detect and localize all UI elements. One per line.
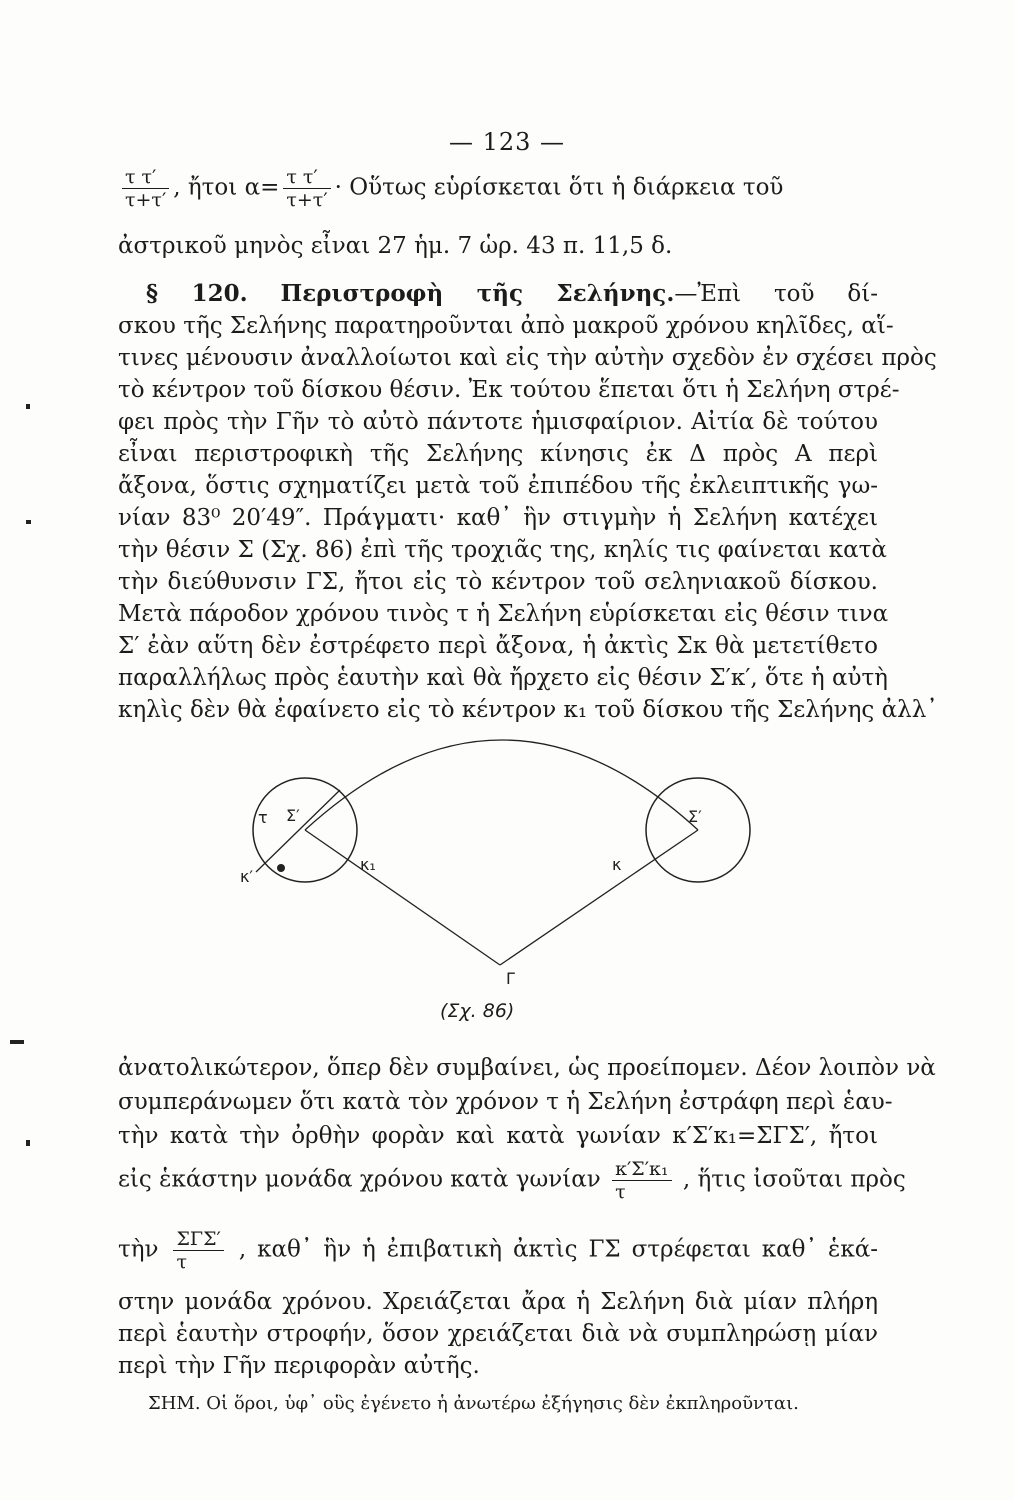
fraction-4 — [173, 1228, 223, 1273]
fraction-3 — [612, 1158, 671, 1203]
section-title: Περιστροφὴ τῆς Σελήνης. — [280, 280, 675, 307]
text-line: Σ′ ἐὰν αὕτη δὲν ἐστρέφετο περὶ ἄξονα, ἡ ἀκτὶς Σκ θὰ μετετίθετο — [118, 633, 878, 659]
label-k-prime: κ′ — [240, 867, 254, 886]
spot-direction-line — [256, 790, 340, 872]
fraction-line-2-pre: τὴν — [118, 1236, 159, 1263]
label-tau: τ — [258, 808, 268, 827]
label-sigma-left: Σ′ — [286, 806, 300, 825]
text-line: φει πρὸς τὴν Γῆν τὸ αὐτὸ πάντοτε ἡμισφαίριον. Αἰτία δὲ τούτου — [118, 409, 878, 435]
fraction-4-denominator: τ — [176, 1251, 187, 1273]
text-line: νίαν 83⁰ 20′49″. Πράγματι· καθ᾿ ἣν στιγμὴν ἡ Σελήνη κατέχει — [118, 505, 878, 531]
text-line: συμπεράνωμεν ὅτι κατὰ τὸν χρόνον τ ἡ Σελήνη ἐστράφη περὶ ἑαυ- — [118, 1089, 893, 1115]
scan-speck — [26, 404, 30, 409]
fraction-3-denominator: τ — [615, 1181, 626, 1203]
label-sigma-right: Σ′ — [688, 807, 702, 826]
text-line: ἀστρικοῦ μηνὸς εἶναι 27 ἡμ. 7 ὡρ. 43 π. 11,5 δ. — [118, 233, 673, 259]
section-first-words: —Ἐπὶ τοῦ δί- — [674, 281, 878, 307]
label-k: κ — [612, 855, 622, 874]
fraction-line-2-post: , καθ᾿ ἣν ἡ ἐπιβατικὴ ἀκτὶς ΓΣ στρέφεται καθ᾿ ἑκά- — [238, 1236, 878, 1263]
scan-speck — [26, 520, 31, 524]
figure-caption: (Σχ. 86) — [440, 1000, 515, 1022]
radius-gamma-sigma — [305, 830, 500, 965]
fraction-1-denominator: τ+τ′ — [125, 189, 167, 211]
text-line: τὴν κατὰ τὴν ὀρθὴν φορὰν καὶ κατὰ γωνίαν κ′Σ′κ₁=ΣΓΣ′, ἤτοι — [118, 1123, 878, 1149]
text-line: κηλὶς δὲν θὰ ἐφαίνετο εἰς τὸ κέντρον κ₁ τοῦ δίσκου τῆς Σελήνης ἀλλ᾿ — [118, 697, 938, 723]
spot-marker — [277, 864, 285, 872]
fraction-line-1-post: , ἥτις ἰσοῦται πρὸς — [682, 1166, 906, 1193]
fraction-1-numerator: τ τ′ — [122, 166, 169, 189]
orbit-arc — [305, 740, 698, 830]
page-number: — 123 — — [448, 128, 566, 156]
scan-speck — [26, 1140, 30, 1146]
text-line: τινες μένουσιν ἀναλλοίωτοι καὶ εἰς τὴν αὐτὴν σχεδὸν ἐν σχέσει πρὸς — [118, 345, 937, 371]
text-line: τὸ κέντρον τοῦ δίσκου θέσιν. Ἐκ τούτου ἕπεται ὅτι ἡ Σελήνη στρέ- — [118, 377, 900, 403]
text-line: παραλλήλως πρὸς ἑαυτὴν καὶ θὰ ἤρχετο εἰς θέσιν Σ′κ′, ὅτε ἡ αὐτὴ — [118, 665, 888, 691]
text-line: περὶ τὴν Γῆν περιφορὰν αὐτῆς. — [118, 1353, 480, 1379]
footnote: ΣΗΜ. Οἱ ὅροι, ὑφ᾿ οὓς ἐγένετο ἡ ἀνωτέρω ἐξήγησις δὲν ἐκπληροῦνται. — [148, 1393, 799, 1414]
formula-rest: · Οὕτως εὑρίσκεται ὅτι ἡ διάρκεια τοῦ — [334, 174, 784, 201]
fraction-4-numerator: ΣΓΣ′ — [173, 1228, 223, 1251]
text-line: τὴν θέσιν Σ (Σχ. 86) ἐπὶ τῆς τροχιᾶς της, κηλίς τις φαίνεται κατὰ — [118, 537, 887, 563]
text-line: εἶναι περιστροφικὴ τῆς Σελήνης κίνησις ἐκ Δ πρὸς Α περὶ — [118, 441, 878, 467]
text-line: Μετὰ πάροδον χρόνου τινὸς τ ἡ Σελήνη εὑρίσκεται εἰς θέσιν τινα — [118, 601, 889, 627]
text-line: περὶ ἑαυτὴν στροφήν, ὅσον χρειάζεται διὰ νὰ συμπληρώσῃ μίαν — [118, 1321, 878, 1347]
scan-speck — [10, 1040, 24, 1044]
label-gamma: Γ — [506, 969, 515, 988]
text-line: ἄξονα, ὅστις σχηματίζει μετὰ τοῦ ἐπιπέδου τῆς ἐκλειπτικῆς γω- — [118, 473, 878, 499]
fraction-line-2 — [118, 1228, 878, 1273]
formula-separator: , ἤτοι α= — [173, 174, 280, 201]
fraction-3-numerator: κ′Σ′κ₁ — [612, 1158, 671, 1181]
text-line: τὴν διεύθυνσιν ΓΣ, ἤτοι εἰς τὸ κέντρον τοῦ σεληνιακοῦ δίσκου. — [118, 569, 878, 595]
fraction-line-1 — [118, 1158, 906, 1203]
text-line: ἀνατολικώτερον, ὅπερ δὲν συμβαίνει, ὡς προείπομεν. Δέον λοιπὸν νὰ — [118, 1055, 936, 1081]
text-line: σκου τῆς Σελήνης παρατηροῦνται ἀπὸ μακροῦ χρόνου κηλῖδες, αἵ- — [118, 313, 894, 339]
radius-gamma-sigma-prime — [500, 830, 698, 965]
label-k1: κ₁ — [360, 855, 376, 874]
fraction-2-denominator: τ+τ′ — [286, 189, 328, 211]
fraction-line-1-pre: εἰς ἑκάστην μονάδα χρόνου κατὰ γωνίαν — [118, 1166, 601, 1193]
section-mark: § 120. — [146, 280, 248, 307]
fraction-2-numerator: τ τ′ — [283, 166, 330, 189]
text-line: στην μονάδα χρόνου. Χρειάζεται ἄρα ἡ Σελήνη διὰ μίαν πλήρη — [118, 1289, 878, 1315]
